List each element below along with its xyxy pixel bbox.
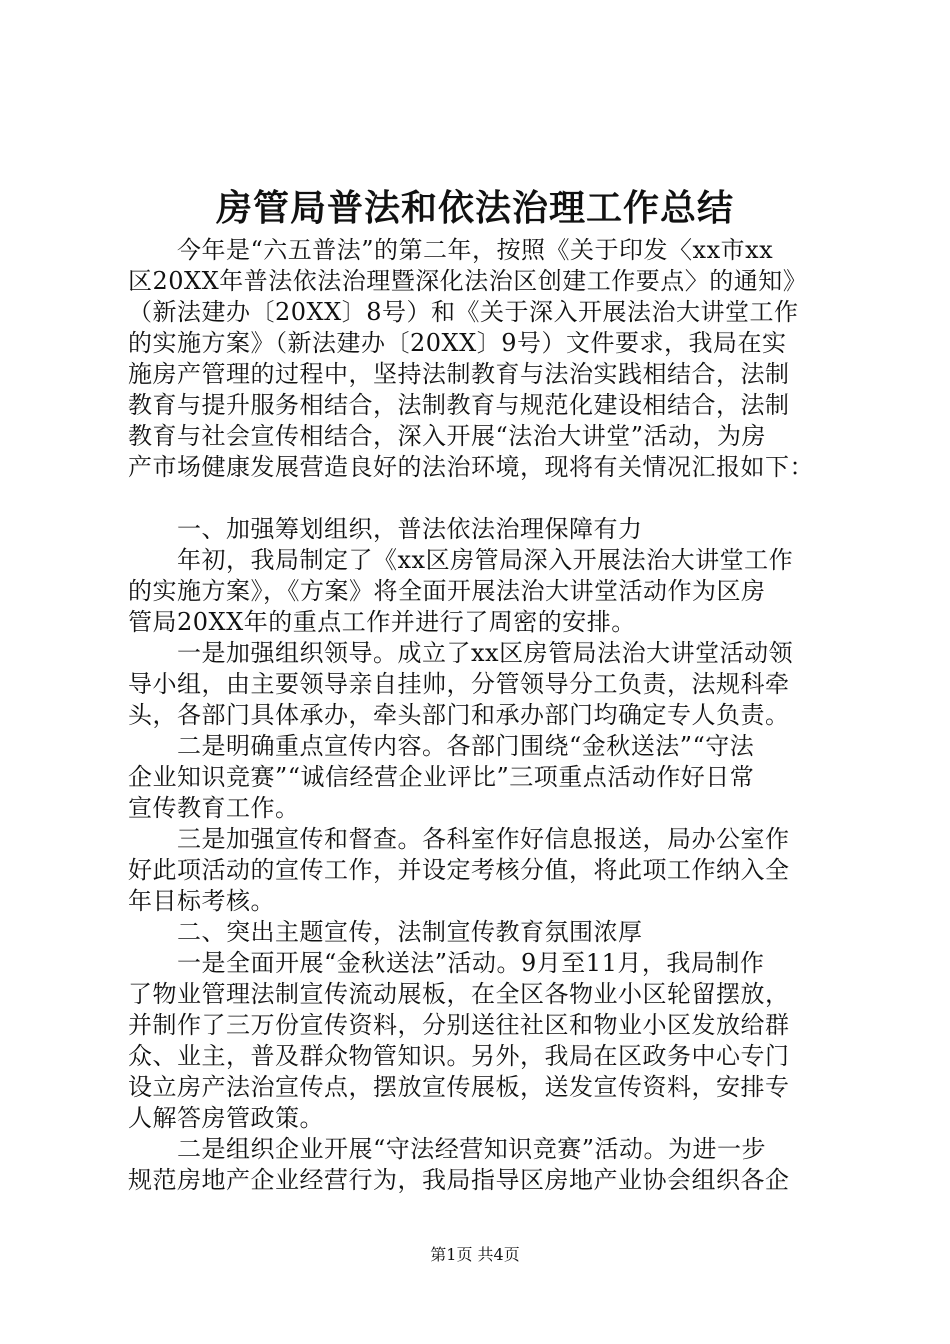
text-line: 管局20XX年的重点工作并进行了周密的安排。 xyxy=(128,608,636,636)
text-line: 导小组，由主要领导亲自挂帅，分管领导分工负责，法规科牵 xyxy=(128,670,790,698)
text-line: 年初，我局制定了《xx区房管局深入开展法治大讲堂工作 xyxy=(128,546,794,574)
text-line: 二是明确重点宣传内容。各部门围绕“金秋送法”“守法 xyxy=(128,732,755,760)
text-line: 年目标考核。 xyxy=(128,887,275,915)
document-title: 房管局普法和依法治理工作总结 xyxy=(215,188,734,229)
text-line: 今年是“六五普法”的第二年，按照《关于印发〈xx市xx xyxy=(128,236,774,264)
text-line: 头，各部门具体承办，牵头部门和承办部门均确定专人负责。 xyxy=(128,701,790,729)
paragraph-spacer xyxy=(128,483,828,514)
text-line: 人解答房管政策。 xyxy=(128,1104,324,1132)
text-line: 设立房产法治宣传点，摆放宣传展板，送发宣传资料，安排专 xyxy=(128,1073,790,1101)
text-line: 规范房地产企业经营行为，我局指导区房地产业协会组织各企 xyxy=(128,1166,790,1194)
text-line: 三是加强宣传和督查。各科室作好信息报送，局办公室作 xyxy=(128,825,790,853)
page-footer: 第1页 共4页 xyxy=(430,1245,520,1264)
text-line: 二、突出主题宣传，法制宣传教育氛围浓厚 xyxy=(128,918,643,946)
text-line: 区20XX年普法依法治理暨深化法治区创建工作要点〉的通知》 xyxy=(128,267,808,295)
text-line: 产市场健康发展营造良好的法治环境，现将有关情况汇报如下： xyxy=(128,453,814,481)
text-line: 好此项活动的宣传工作，并设定考核分值，将此项工作纳入全 xyxy=(128,856,790,884)
text-line: 教育与社会宣传相结合，深入开展“法治大讲堂”活动，为房 xyxy=(128,422,767,450)
text-line: 企业知识竞赛”“诚信经营企业评比”三项重点活动作好日常 xyxy=(128,763,755,791)
text-line: 众、业主，普及群众物管知识。另外，我局在区政务中心专门 xyxy=(128,1042,790,1070)
text-line: 了物业管理法制宣传流动展板，在全区各物业小区轮留摆放， xyxy=(128,980,790,1008)
text-line: 一是全面开展“金秋送法”活动。9月至11月，我局制作 xyxy=(128,949,765,977)
text-line: 的实施方案》（新法建办〔20XX〕9号）文件要求，我局在实 xyxy=(128,329,787,357)
text-line: 施房产管理的过程中，坚持法制教育与法治实践相结合，法制 xyxy=(128,360,790,388)
text-line: 一、加强筹划组织，普法依法治理保障有力 xyxy=(128,515,643,543)
text-line: 并制作了三万份宣传资料，分别送往社区和物业小区发放给群 xyxy=(128,1011,790,1039)
text-line: 教育与提升服务相结合，法制教育与规范化建设相结合，法制 xyxy=(128,391,790,419)
text-line: 宣传教育工作。 xyxy=(128,794,300,822)
text-line: 的实施方案》，《方案》将全面开展法治大讲堂活动作为区房 xyxy=(128,577,766,605)
text-line: 二是组织企业开展“守法经营知识竞赛”活动。为进一步 xyxy=(128,1135,767,1163)
text-line: 一是加强组织领导。成立了xx区房管局法治大讲堂活动领 xyxy=(128,639,794,667)
document-body xyxy=(128,235,828,1196)
text-line: （新法建办〔20XX〕8号）和《关于深入开展法治大讲堂工作 xyxy=(128,298,799,326)
